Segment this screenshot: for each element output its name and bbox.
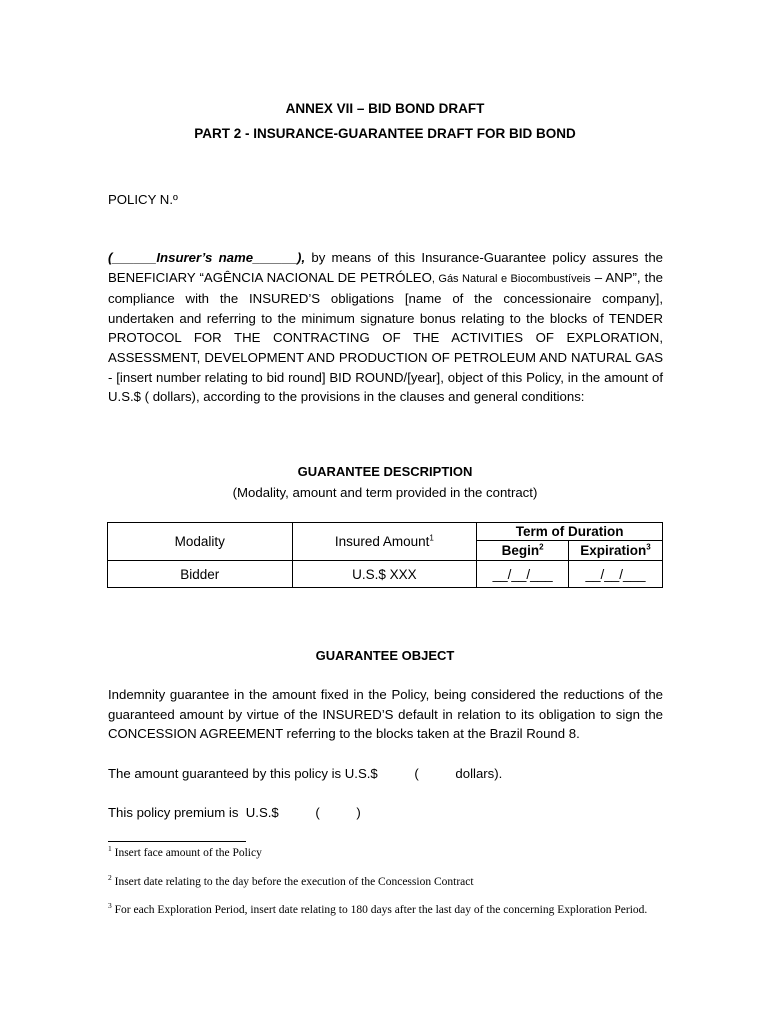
cell-begin: __/__/___ — [477, 561, 569, 588]
premium-line: This policy premium is U.S.$ ( ) — [108, 805, 361, 820]
intro-text-small: , Gás Natural e Biocombustíveis — [431, 272, 591, 285]
header-term-of-duration: Term of Duration — [477, 523, 663, 541]
guarantee-description-subheading: (Modality, amount and term provided in the contract) — [232, 485, 538, 500]
cell-expiration: __/__/___ — [569, 561, 663, 588]
intro-text-b: – ANP”, the compliance with the INSURED’S obligations [name of the concessionaire company], undertaken and referring to the minimum signature bonus relating to the blocks of TENDER PROTOCOL FOR THE CONTRACTING OF THE ACTIVITIES OF EXPLORATION, ASSESSMENT, DEVELOPMENT AND PRODUCTION OF PETROLEUM AND NATURAL GAS - [insert number relating to bid round] BID ROUND/[year], object of this Policy, in the amount of U.S.$ ( dollars), according to the provisions in the clauses and general conditions: — [108, 269, 663, 405]
footnote-3: $^3$ For each Exploration Period, insert date relating to 180 days after the last day of the concerning Exploration Period. — [108, 901, 648, 916]
header-expiration: Expiration$^3$ — [569, 541, 663, 561]
insurer-name-placeholder: (______Insurer’s name______), — [108, 250, 306, 265]
footnote-1: $^1$ Insert face amount of the Policy — [108, 844, 262, 859]
cell-modality: Bidder — [108, 561, 293, 588]
annex-title: ANNEX VII – BID BOND DRAFT — [285, 101, 485, 116]
footnote-separator — [108, 841, 246, 842]
footnote-2: $^2$ Insert date relating to the day before the execution of the Concession Contract — [108, 873, 474, 888]
guarantee-description-heading: GUARANTEE DESCRIPTION — [297, 464, 473, 479]
header-begin: Begin$^2$ — [477, 541, 569, 561]
guarantee-object-paragraph: Indemnity guarantee in the amount fixed in the Policy, being considered the reductions of the guaranteed amount by virtue of the INSURED’S default in relation to its obligation to sign the CONCESSION AGREEMENT referring to the blocks taken at the Brazil Round 8. — [108, 687, 663, 742]
footnote-ref-1: 1 — [429, 533, 434, 543]
part-title: PART 2 - INSURANCE-GUARANTEE DRAFT FOR BID BOND — [194, 126, 576, 141]
cell-insured-amount: U.S.$ XXX — [292, 561, 477, 588]
footnote-ref-2: 2 — [539, 542, 544, 552]
guarantee-object-heading: GUARANTEE OBJECT — [315, 648, 455, 663]
amount-guaranteed-line: The amount guaranteed by this policy is U.S.$ ( dollars). — [108, 766, 503, 781]
footnote-ref-3: 3 — [646, 542, 651, 552]
guarantee-table — [107, 522, 663, 588]
header-insured-amount: Insured Amount$^1$ — [292, 523, 477, 561]
intro-text-a: by means of this Insurance-Guarantee policy assures the BENEFICIARY “AGÊNCIA NACIONAL DE PETRÓLEO — [108, 250, 663, 285]
table-row — [108, 561, 663, 588]
policy-number-label: POLICY N.º — [108, 192, 178, 207]
header-modality: Modality — [108, 523, 293, 561]
intro-paragraph — [108, 248, 663, 407]
